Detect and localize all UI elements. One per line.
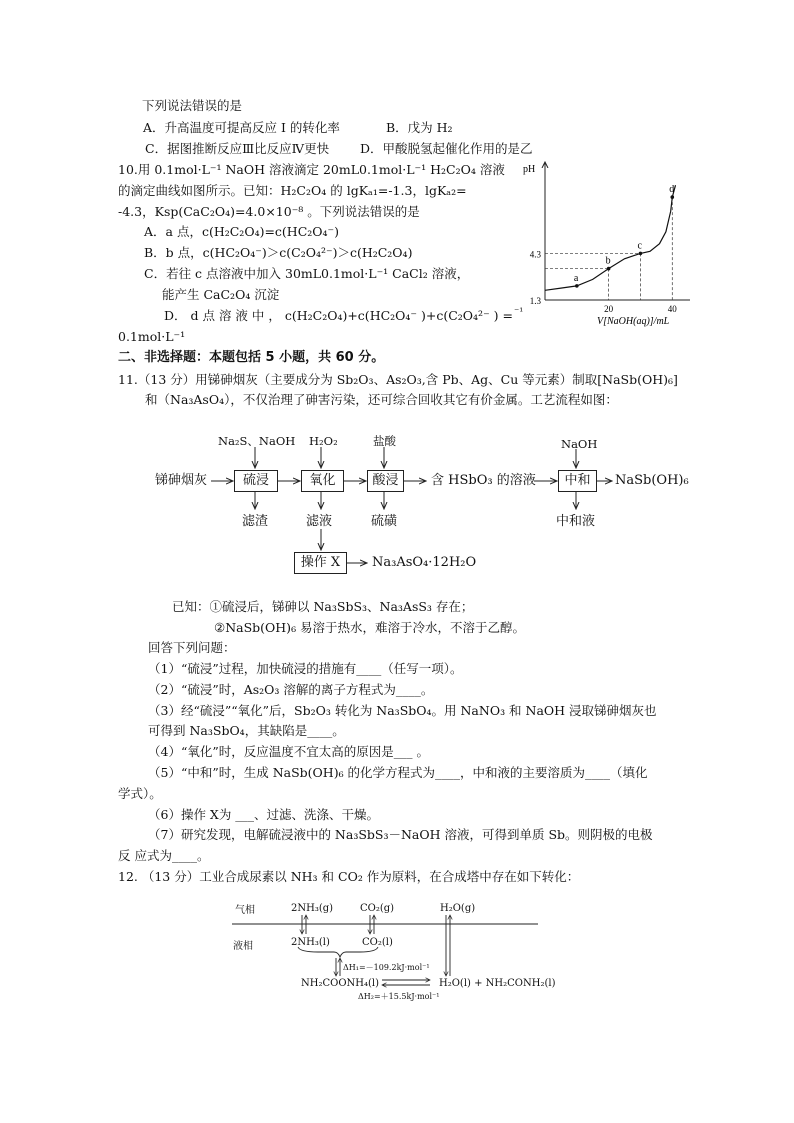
h2o-gas: H₂O(g)	[440, 903, 476, 914]
input-h2o2: H₂O₂	[309, 434, 338, 448]
intermediate-hsbo3: 含 HSbO₃ 的溶液	[431, 473, 536, 488]
q11-ask: 回答下列问题：	[148, 640, 236, 655]
q11-line-1: 11.（13 分）用锑砷烟灰（主要成分为 Sb₂O₃、As₂O₃,含 Pb、Ag、Cu 等元素）制取[NaSb(OH)₆]	[118, 372, 678, 387]
q11-sub-2: （2）“硫浸”时，As₂O₃ 溶解的离子方程式为____。	[148, 682, 434, 697]
x-tick-label-40: 40	[667, 304, 677, 314]
flow-start: 锑砷烟灰	[155, 473, 208, 488]
point-c	[639, 252, 643, 256]
q11-sub-3: （3）经“硫浸”“氧化”后，Sb₂O₃ 转化为 Na₃SbO₄。用 NaNO₃ 和 NaOH 浸取锑砷烟灰也	[148, 703, 657, 718]
q10-option-d-cont: 0.1mol·L⁻¹	[118, 329, 186, 344]
q9-option-d: D．甲酸脱氢起催化作用的是乙	[360, 141, 533, 156]
q11-known-1: 已知：①硫浸后，锑砷以 Na₃SbS₃、Na₃AsS₃ 存在；	[172, 599, 474, 614]
q10-line-2: 的滴定曲线如图所示。已知：H₂C₂O₄ 的 lgKₐ₁=-1.3，lgKₐ₂=	[118, 183, 467, 198]
q9-stem: 下列说法错误的是	[142, 98, 243, 113]
q10-option-c-cont: 能产生 CaC₂O₄ 沉淀	[162, 287, 280, 302]
y-tick-label-4-3: 4.3	[529, 249, 541, 260]
q11-sub-7: （7）研究发现，电解硫浸液中的 Na₃SbS₃－NaOH 溶液，可得到单质 Sb。则阴极的电极	[148, 827, 653, 842]
q9-option-a: A．升高温度可提高反应 I 的转化率	[143, 120, 340, 135]
input-hcl: 盐酸	[373, 434, 396, 448]
output-sulfur: 硫磺	[371, 514, 398, 529]
output-filtrate: 滤液	[306, 514, 333, 529]
x-tick-label-20: 20	[604, 304, 614, 314]
box-operation-x: 操作 X	[294, 552, 347, 574]
point-b	[607, 267, 611, 271]
carbamate: NH₂COONH₄(l)	[301, 978, 380, 989]
q11-sub-4: （4）“氧化”时，反应温度不宜太高的原因是___ 。	[148, 744, 429, 759]
q11-sub-7-cont: 反 应式为____。	[118, 848, 210, 863]
y-tick-label-1-3: 1.3	[529, 296, 541, 306]
water-urea: H₂O(l) + NH₂CONH₂(l)	[439, 978, 556, 989]
q10-line-3: -4.3，Ksp(CaC₂O₄)=4.0×10⁻⁸ 。下列说法错误的是	[118, 204, 420, 219]
co2-liquid: CO₂(l)	[362, 937, 393, 948]
delta-h1: ΔH₁=－109.2kJ·mol⁻¹	[343, 963, 430, 972]
q12-line-1: 12. （13 分）工业合成尿素以 NH₃ 和 CO₂ 作为原料，在合成塔中存在如下转化：	[118, 869, 580, 884]
y-axis-label: pH	[523, 164, 536, 175]
q11-sub-3-cont: 可得到 Na₃SbO₄，其缺陷是____。	[148, 723, 345, 738]
box-neutralize: 中和	[558, 470, 597, 492]
label-liquid-phase: 液相	[233, 941, 253, 952]
nh3-gas: 2NH₃(g)	[291, 903, 334, 914]
q10-option-b: B．b 点，c(HC₂O₄⁻)＞c(C₂O₄²⁻)＞c(H₂C₂O₄)	[144, 245, 413, 260]
q10-option-a: A．a 点，c(H₂C₂O₄)=c(HC₂O₄⁻)	[144, 224, 340, 239]
q11-known-2: ②NaSb(OH)₆ 易溶于热水，难溶于冷水，不溶于乙醇。	[214, 620, 526, 635]
q9-option-c: C．据图推断反应Ⅲ比反应Ⅳ更快	[145, 141, 330, 156]
point-d	[670, 195, 674, 199]
q11-line-2: 和（Na₃AsO₄），不仅治理了砷害污染，还可综合回收其它有价金属。工艺流程如图：	[145, 392, 618, 407]
point-label-c: c	[637, 240, 642, 252]
q11-sub-5-cont: 学式）。	[118, 786, 162, 801]
q10-line-1: 10.用 0.1mol·L⁻¹ NaOH 溶液滴定 20mL0.1mol·L⁻¹ H₂C₂O₄ 溶液	[118, 162, 505, 177]
product-nasb-oh6: NaSb(OH)₆	[615, 473, 689, 488]
section-title: 二、非选择题：本题包括 5 小题，共 60 分。	[118, 350, 385, 365]
x-axis-label: V[NaOH(aq)]/mL	[597, 316, 670, 327]
q10-option-c: C．若往 c 点溶液中加入 30mL0.1mol·L⁻¹ CaCl₂ 溶液，	[144, 266, 470, 281]
q11-sub-6: （6）操作 X为 ___、过滤、洗涤、干燥。	[148, 807, 380, 822]
point-label-d: d	[669, 184, 675, 196]
titration-curve	[545, 185, 676, 290]
q11-sub-1: （1）“硫浸”过程，加快硫浸的措施有____（任写一项）。	[148, 661, 463, 676]
q10-option-d: D． d 点 溶 液 中 ， c(H₂C₂O₄)+c(HC₂O₄⁻ )+c(C₂O₄²⁻ ) =	[164, 308, 513, 323]
point-a	[575, 284, 579, 288]
label-gas-phase: 气相	[235, 905, 255, 916]
point-label-b: b	[605, 255, 611, 267]
product-na3aso4: Na₃AsO₄·12H₂O	[372, 555, 477, 570]
q9-option-b: B．戊为 H₂	[386, 120, 453, 135]
input-naoh: NaOH	[561, 437, 598, 451]
q11-sub-5: （5）“中和”时，生成 NaSb(OH)₆ 的化学方程式为____，中和液的主要溶质为____（填化	[148, 765, 648, 780]
delta-h2: ΔH₂=＋15.5kJ·mol⁻¹	[358, 992, 440, 1001]
box-oxidation: 氧化	[301, 470, 344, 492]
box-acid-leach: 酸浸	[367, 470, 404, 492]
nh3-liquid: 2NH₃(l)	[291, 937, 330, 948]
point-label-a: a	[573, 272, 579, 284]
q10-option-d-tail: ⁻¹	[514, 307, 524, 318]
output-residue: 滤渣	[242, 514, 269, 529]
titration-chart	[520, 160, 690, 330]
co2-gas: CO₂(g)	[360, 903, 395, 914]
output-neutral-liquid: 中和液	[556, 514, 596, 529]
input-na2s-naoh: Na₂S、NaOH	[218, 434, 296, 448]
box-sulfur-leach: 硫浸	[234, 470, 278, 492]
